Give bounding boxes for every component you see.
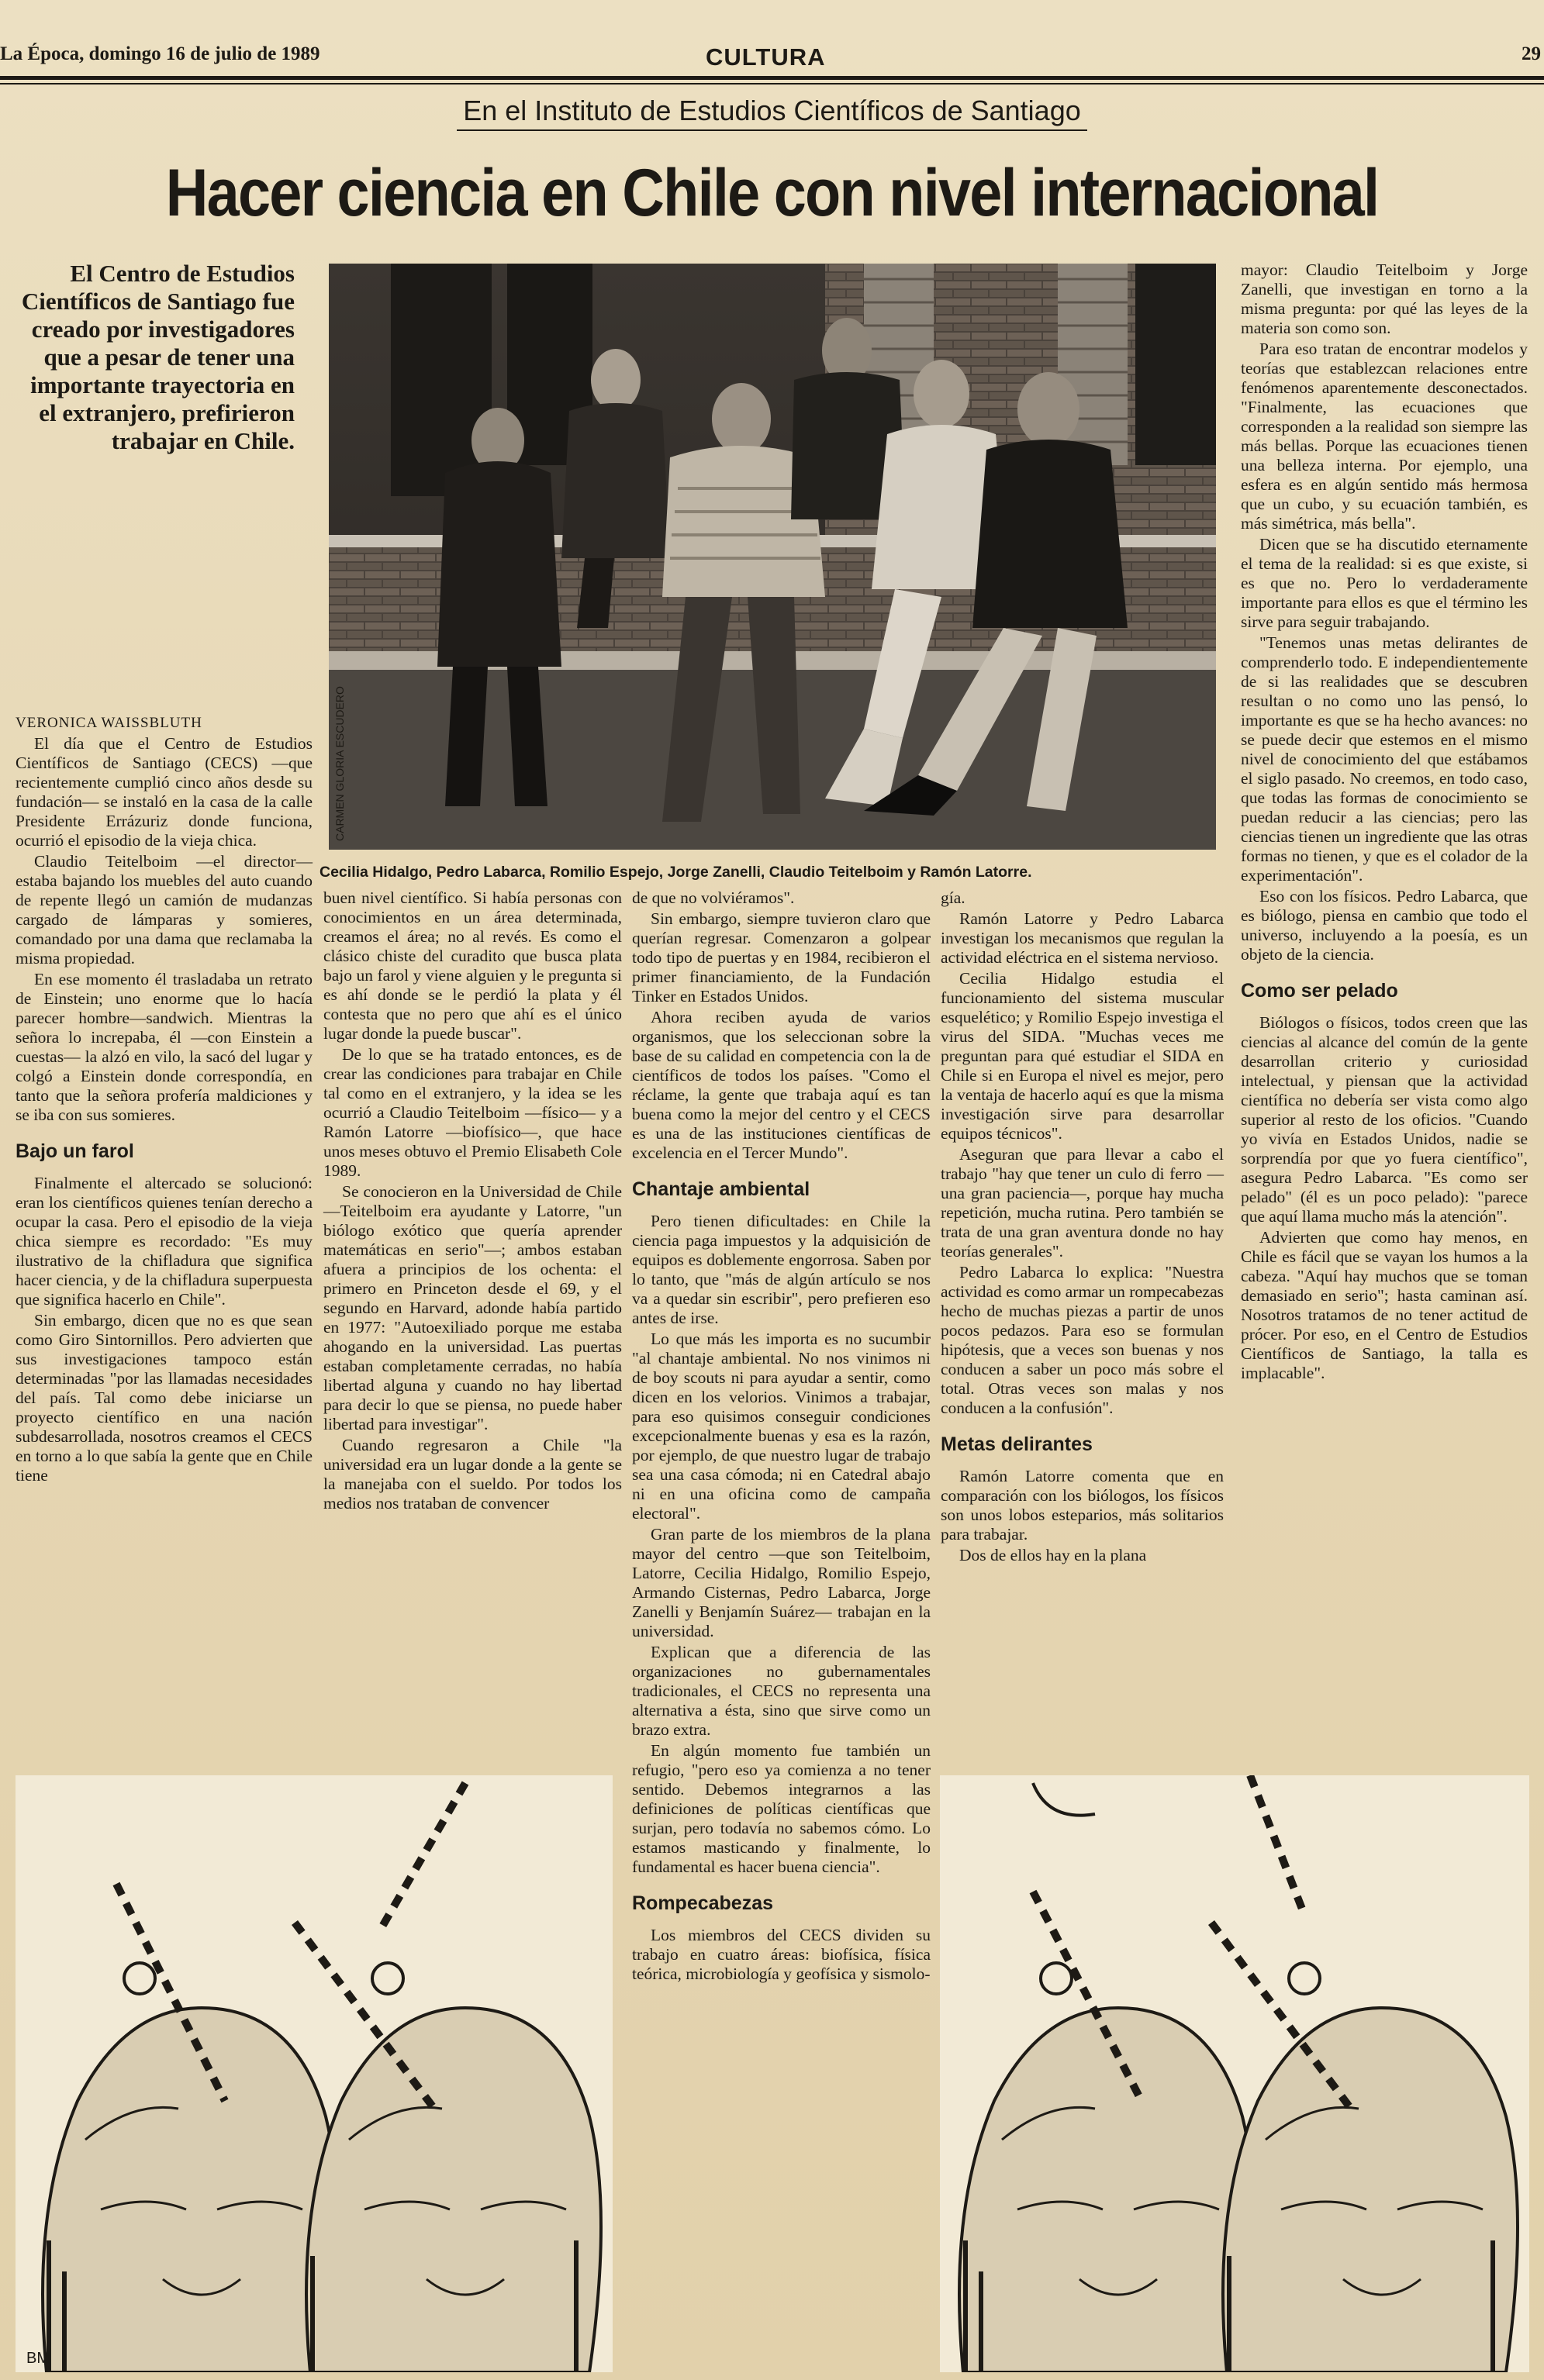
bald-heads-illustration [940,1775,1529,2372]
paragraph: Explican que a diferencia de las organizaciones no gubernamentales tradicionales, el CECS no representa una alternativa a ésta, sino que sirve como un brazo extra. [632,1643,931,1739]
paragraph: De lo que se ha tratado entonces, es de crear las condiciones para trabajar en Chile tal como en el extranjero, y la idea se les ocurrió a Claudio Teitelboim —físico— y a Ramón Latorre —biofísico—, que hace unos meses obtuvo el Premio Elisabeth Cole 1989. [323,1045,622,1180]
paragraph: Pedro Labarca lo explica: "Nuestra actividad es como armar un rompecabezas hecho de muchas piezas a partir de unos pocos pedazos. Para eso se formulan hipótesis, que a veces son buenas y nos conducen a saber un poco más sobre el total. Otras veces son malas y nos conducen a la confusión". [941,1263,1224,1417]
photo-credit [333,826,346,841]
paragraph: Dicen que se ha discutido eternamente el tema de la realidad: si es que existe, si es que no. Pero lo verdaderamente importante para ellos es que el término les sirve para seguir trabajando. [1241,535,1528,631]
paragraph: Sin embargo, dicen que no es que sean como Giro Sintornillos. Pero advierten que sus investigaciones tampoco están determinadas "por las llamadas necesidades del país. Tal como debe iniciarse un proyecto científico en una nación subdesarrollada, nosotros creamos el CECS en torno a lo que sabía la gente que en Chile tiene [16,1311,313,1485]
paragraph: Los miembros del CECS dividen su trabajo en cuatro áreas: biofísica, física teórica, microbiología y geofísica y sismolo- [632,1926,931,1983]
paragraph: Advierten que como hay menos, en Chile es fácil que se vayan los humos a la cabeza. "Aquí hay muchos que se toman demasiado en serio"; hasta caminan así. Nosotros tratamos de no tener actitud de prócer. Por eso, en el Centro de Estudios Científicos de Santiago, la talla es implacable". [1241,1228,1528,1382]
hook-shape [1033,1783,1095,1816]
paragraph: Ramón Latorre comenta que en comparación con los biólogos, los físicos son unos lobos esteparios, más solitarios para trabajar. [941,1467,1224,1544]
paragraph: gía. [941,888,965,907]
paragraph: Cecilia Hidalgo estudia el funcionamiento del sistema muscular esquelético; y Romilio Espejo investiga el virus del SIDA. "Muchas veces me preguntan para qué estudiar el SIDA en Chile si en Europa el nivel es mejor, pero la ventaja de hacerlo aquí es que la misma investigación sirve para desarrollar equipos técnicos". [941,969,1224,1143]
paragraph: En algún momento fue también un refugio, "pero eso ya comienza a no tener sentido. Debemos integrarnos a las definiciones de políticas científicas que surjan, pero todavía no sabemos cómo. Lo estamos masticando y finalmente, lo fundamental es hacer buena ciencia". [632,1741,931,1876]
section-name: CULTURA [706,43,826,71]
bald-head-right [306,1963,601,2372]
paragraph: Claudio Teitelboim —el director— estaba bajando los muebles del auto cuando de repente llegó un camión de mudanzas cargado de lámparas y somieres, comandado por una dama que reclamaba la misma propiedad. [16,852,313,968]
subhead: Metas delirantes [941,1433,1093,1455]
paragraph: Ramón Latorre y Pedro Labarca investigan los mecanismos que regulan la actividad eléctrica en el sistema nervioso. [941,909,1224,967]
deck: El Centro de Estudios Científicos de Santiago fue creado por investigadores que a pesar de tener una importante trayectoria en el extranjero, prefirieron trabajar en Chile. [21,260,295,454]
masthead-rule-thin [0,83,1544,85]
paragraph: de que no volviéramos". [632,888,795,907]
photo-caption: Cecilia Hidalgo, Pedro Labarca, Romilio Espejo, Jorge Zanelli, Claudio Teitelboim y Ramón Latorre. [320,864,1032,881]
bald-head-left [959,1963,1254,2372]
kicker-text: En el Instituto de Estudios Científicos de Santiago [457,95,1086,131]
masthead-date: La Época, domingo 16 de julio de 1989 [0,43,320,64]
paragraph: Gran parte de los miembros de la plana mayor del centro —que son Teitelboim, Latorre, Cecilia Hidalgo, Romilio Espejo, Armando Cisternas, Pedro Labarca, Jorge Zanelli y Benjamín Suárez— trabajan en la universidad. [632,1525,931,1640]
paragraph: mayor: Claudio Teitelboim y Jorge Zanelli, que investigan en torno a la misma pregunta: por qué las leyes de la materia son como son. [1241,260,1528,337]
column-1 [16,713,313,1487]
headline: Hacer ciencia en Chile con nivel internacional [165,156,1379,230]
subhead: Rompecabezas [632,1892,774,1914]
subhead: Chantaje ambiental [632,1178,810,1200]
paragraph: Cuando regresaron a Chile "la universidad era un lugar donde a la gente se la manejaba con el sueldo. Por todos los medios nos trataban de convencer [323,1436,622,1513]
group-photo [329,264,1216,850]
kicker [0,95,1544,127]
paragraph: buen nivel científico. Si había personas con conocimientos en un área determinada, creamos el área; no al revés. Es como el clásico chiste del curadito que busca plata bajo un farol y viene alguien y le pregunta si es ahí donde se le perdió la plata y él contesta que no pero que ahí es el único lugar donde la puede buscar". [323,888,622,1043]
byline: VERONICA WAISSBLUTH [16,715,202,731]
paragraph: Finalmente el altercado se solucionó: eran los científicos quienes tenían derecho a ocupar la casa. Pero el episodio de la vieja chica siempre es recordado: "Es muy ilustrativo de la chifladura que significa hacer ciencia, y de la chifladura superpuesta que significa hacerlo en Chile". [16,1174,313,1309]
paragraph: Dos de ellos hay en la plana [959,1546,1147,1564]
paragraph: "Tenemos unas metas delirantes de comprenderlo todo. E independientemente de si las realidades que se descubren resultan o no como uno las pensó, lo importante es que se ha hecho avances: no se puede decir que estemos en el mismo nivel de conocimiento del que estábamos el siglo pasado. No creemos, en todo caso, que todas las formas de conocimiento se puedan reducir a las ciencias; pero las ciencias tienen un ingrediente que las otras formas no tienen, y que es el colador de la experimentación". [1241,633,1528,885]
paragraph: Eso con los físicos. Pedro Labarca, que es biólogo, piensa en cambio que todo el universo, incluyendo a la poesía, es un objeto de la ciencia. [1241,887,1528,964]
paragraph: En ese momento él trasladaba un retrato de Einstein; uno enorme que lo hacía parecer hombre—sandwich. Mientras la señora lo increpaba, él —con Einstein a cuestas— la alzó en vilo, la sacó del lugar y colgó a Einstein donde correspondía, en tanto que la señora profería maldiciones y se iba con sus somieres. [16,970,313,1124]
illustration-left [16,1775,613,2372]
column-3 [632,888,931,1985]
paragraph: El día que el Centro de Estudios Científicos de Santiago (CECS) —que recientemente cumplió cinco años desde su fundación— se instaló en la casa de la calle Presidente Errázuriz donde funciona, ocurrió el episodio de la vieja chica. [16,734,313,850]
subhead: Bajo un farol [16,1140,134,1162]
bald-heads-illustration [16,1775,613,2372]
masthead-rule [0,76,1544,80]
illustration-right [940,1775,1529,2372]
paragraph: Para eso tratan de encontrar modelos y teorías que establezcan relaciones entre fenómenos aparentemente desconectados. "Finalmente, las ecuaciones que corresponden a la realidad son siempre las más bellas. Porque las ecuaciones tienen una belleza interna. Por ejemplo, una esfera es en algún sentido más hermosa que un cubo, y su ecuación también, es más simétrica, más bella". [1241,340,1528,533]
paragraph: Ahora reciben ayuda de varios organismos, que los seleccionan sobre la base de su calidad en competencia con la de científicos de todos los países. "Como el réclame, la gente que trabaja aquí es tan buena como la mejor del centro y el CECS es una de las instituciones científicas de excelencia en el Tercer Mundo". [632,1008,931,1162]
bald-head-right [1223,1963,1518,2372]
illustration-signature: BM [26,2350,50,2367]
page-number: 29 [1522,43,1541,64]
paragraph: Se conocieron en la Universidad de Chile —Teitelboim era ayudante y Latorre, "un biólogo exótico que quería aprender matemáticas en serio"—; ambos estaban afuera a principios de los ochenta: el primero en Princeton desde el 69, y el segundo en Harvard, adonde había partido en 1977: "Autoexiliado porque me estaba ahogando en la universidad. Las puertas estaban completamente cerradas, no había libertad alguna y cuando no hay libertad para decir lo que se piensa, no puede haber libertad para investigar". [323,1182,622,1433]
column-5 [1241,260,1528,1385]
paragraph: Sin embargo, siempre tuvieron claro que querían regresar. Comenzaron a golpear todo tipo de puertas y en 1984, recibieron el primer financiamiento, de la Fundación Tinker en Estados Unidos. [632,909,931,1005]
group-photo-image [329,264,1216,850]
paragraph: Aseguran que para llevar a cabo el trabajo "hay que tener un culo di ferro —una gran paciencia—, porque hay mucha repetición, mucha rutina. Pero también se trata de una gran aventura donde no hay teorías generales". [941,1145,1224,1261]
column-2 [323,888,622,1515]
paragraph: Biólogos o físicos, todos creen que las ciencias al alcance del común de la gente desarrollan criterio y curiosidad intelectual, y piensan que la actividad científica no debería ser vista como algo superior al resto de los oficios. "Cuando yo vivía en Estados Unidos, nadie se sorprendía por que yo fuera científico", asegura Pedro Labarca. "Es como ser pelado" (él es un poco pelado): "parece que aquí llama mucho más la atención". [1241,1013,1528,1226]
column-4 [941,888,1224,1567]
paragraph: Pero tienen dificultades: en Chile la ciencia paga impuestos y la adquisición de equipos es doblemente engorrosa. Saben por lo tanto, que "más de algún artículo se nos va a quedar sin escribir", pero prefieren eso antes de irse. [632,1212,931,1327]
paragraph: Lo que más les importa es no sucumbir "al chantaje ambiental. No nos vinimos ni de boy scouts ni para ayudar a sentir, como dicen en los velorios. Vinimos a trabajar, para eso quisimos conseguir condiciones excepcionalmente buenas y esa es la razón, por ejemplo, de que nuestro lugar de trabajo sea una casa cómoda; ni en Catedral abajo ni en una oficina como de campaña electoral". [632,1330,931,1523]
subhead: Como ser pelado [1241,980,1398,1002]
